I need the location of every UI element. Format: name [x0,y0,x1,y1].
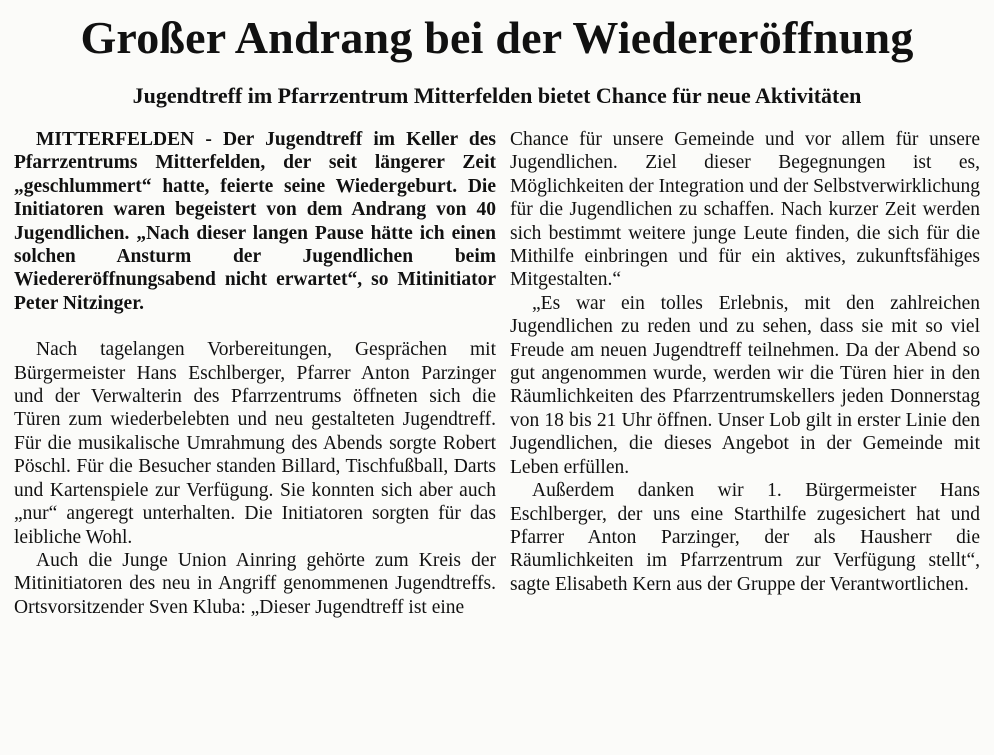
body-paragraph: Außerdem danken wir 1. Bürgermeister Hans Eschlberger, der uns eine Starthilfe zugesichert hat und Pfarrer Anton Parzinger, der als Hausherr die Räumlichkeiten im Pfarrzentrum zur Verfügung stellt“, sagte Elisabeth Kern aus der Gruppe der Verantwortlichen. [510,480,980,595]
article-column-right [510,128,980,596]
body-paragraph: Auch die Junge Union Ainring gehörte zum Kreis der Mitinitiatoren des neu in Angriff genommenen Jugendtreffs. Ortsvorsitzender Sven Kluba: „Dieser Jugendtreff ist eine [14,549,496,618]
article-headline: Großer Andrang bei der Wiedereröffnung [80,12,914,63]
article-lead: MITTERFELDEN - Der Jugendtreff im Keller des Pfarrzentrums Mitterfelden, der seit längerer Zeit „geschlummert“ hatte, feierte seine Wiedergeburt. Die Initiatoren waren begeistert von dem Andrang von 40 Jugendlichen. „Nach dieser langen Pause hätte ich einen solchen Ansturm der Jugendlichen beim Wiedereröffnungsabend nicht erwartet“, so Mitinitiator Peter Nitzinger. [14,129,496,314]
article-subheadline: Jugendtreff im Pfarrzentrum Mitterfelden bietet Chance für neue Aktivitäten [132,83,862,108]
column-gutter [502,128,503,748]
body-paragraph: Chance für unsere Gemeinde und vor allem für unsere Jugendlichen. Ziel dieser Begegnungen ist es, Möglichkeiten der Integration und der Selbstverwirklichung für die Jugendlichen zu schaffen. Nach kurzer Zeit werden sich bestimmt weitere junge Leute finden, die sich für die Mithilfe einbringen und für ein aktives, zukunftsfähiges Mitgestalten.“ [510,129,980,291]
body-paragraph: „Es war ein tolles Erlebnis, mit den zahlreichen Jugendlichen zu reden und zu sehen, dass sie mit so viel Freude am neuen Jugendtreff teilnehmen. Da der Abend so gut angenommen wurde, werden wir die Türen hier in den Räumlichkeiten des Pfarrzentrumskellers jeden Donnerstag von 18 bis 21 Uhr öffnen. Unser Lob gilt in erster Linie den Jugendlichen, die dieses Angebot in der Gemeinde mit Leben erfüllen. [510,292,980,478]
article-column-left [14,128,496,619]
body-paragraph: Nach tagelangen Vorbereitungen, Gesprächen mit Bürgermeister Hans Eschlberger, Pfarrer Anton Parzinger und der Verwalterin des Pfarrzentrums öffneten sich die Türen zum wiederbelebten und neu gestalteten Jugendtreff. Für die musikalische Umrahmung des Abends sorgte Robert Pöschl. Für die Besucher standen Billard, Tischfußball, Darts und Kartenspiele zur Verfügung. Sie konnten sich aber auch „nur“ angeregt unterhalten. Die Initiatoren sorgten für das leibliche Wohl. [14,339,496,548]
